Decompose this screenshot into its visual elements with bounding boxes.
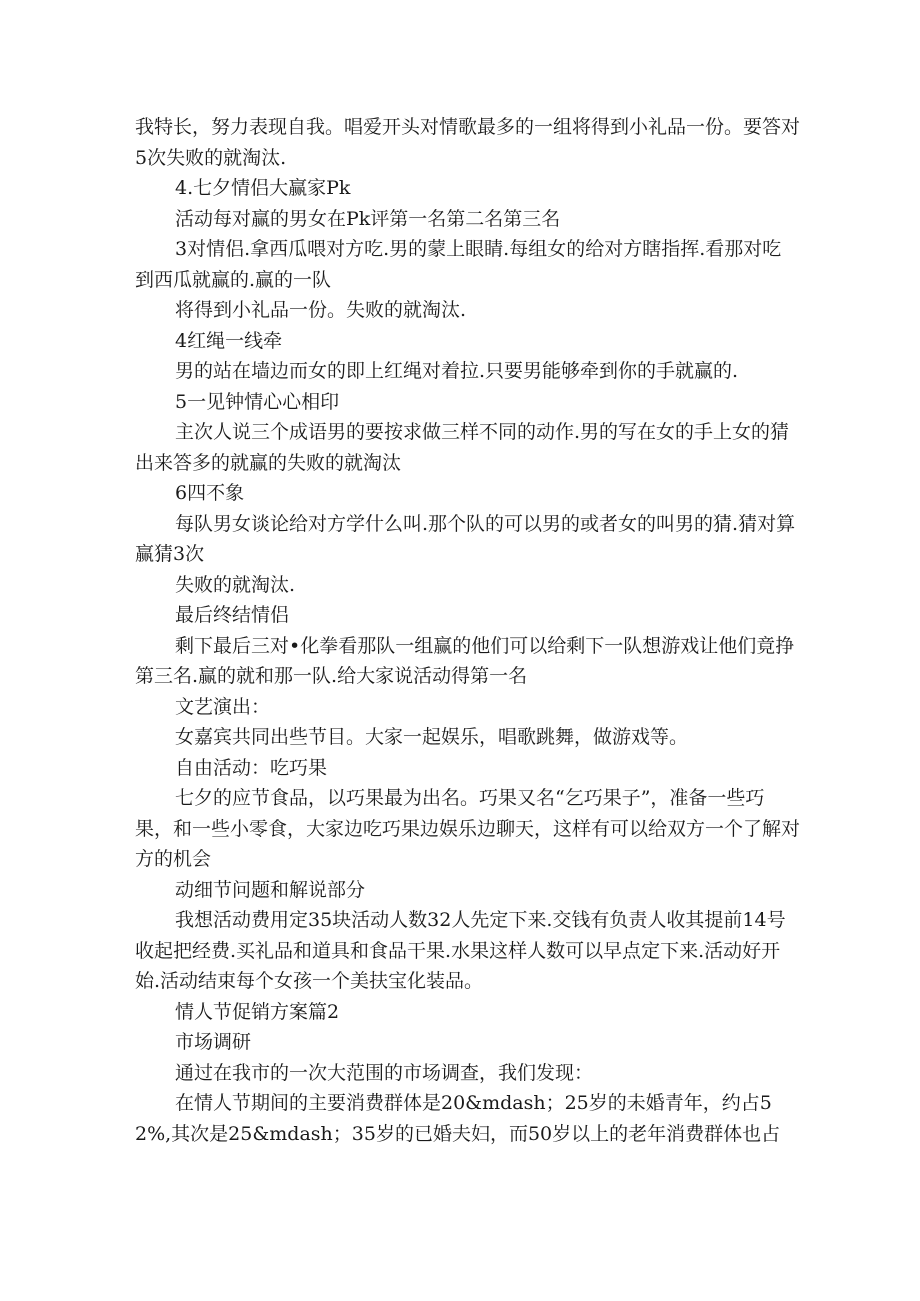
section-title: 情人节促销方案篇2 bbox=[175, 1000, 340, 1023]
paragraph: 女嘉宾共同出些节目。大家一起娱乐，唱歌跳舞，做游戏等。 bbox=[175, 726, 689, 748]
paragraph-heading: 4.七夕情侣大赢家Pk bbox=[175, 177, 351, 199]
paragraph: 主次人说三个成语男的要按求做三样不同的动作.男的写在女的手上女的猜出来答多的就赢的失败的就淘汰 bbox=[135, 421, 790, 474]
paragraph: 失败的就淘汰. bbox=[175, 573, 296, 596]
paragraph: 每队男女谈论给对方学什么叫.那个队的可以男的或者女的叫男的猜.猜对算赢猜3次 bbox=[135, 512, 796, 565]
paragraph: 男的站在墙边而女的即上红绳对着拉.只要男能够牵到你的手就赢的. bbox=[175, 360, 739, 382]
paragraph: 活动每对赢的男女在Pk评第一名第二名第三名 bbox=[175, 207, 561, 230]
document-body bbox=[135, 112, 800, 1149]
paragraph-heading: 动细节问题和解说部分 bbox=[175, 878, 366, 901]
paragraph-heading: 市场调研 bbox=[175, 1031, 252, 1053]
paragraph-heading: 5一见钟情心心相印 bbox=[175, 390, 340, 413]
paragraph-heading: 4红绳一线牵 bbox=[175, 329, 283, 352]
paragraph: 剩下最后三对•化拳看那队一组赢的他们可以给剩下一队想游戏让他们竟挣第三名.赢的就和那一队.给大家说活动得第一名 bbox=[135, 634, 795, 687]
paragraph: 通过在我市的一次大范围的市场调查，我们发现： bbox=[175, 1061, 594, 1084]
paragraph: 在情人节期间的主要消费群体是20&mdash；25岁的未婚青年，约占52%,其次是25&mdash；35岁的已婚夫妇，而50岁以上的老年消费群体也占 bbox=[135, 1092, 781, 1145]
paragraph-heading: 最后终结情侣 bbox=[175, 604, 290, 626]
paragraph: 将得到小礼品一份。失败的就淘汰. bbox=[175, 299, 467, 321]
paragraph-heading: 文艺演出： bbox=[175, 695, 271, 718]
paragraph-heading: 自由活动：吃巧果 bbox=[175, 756, 328, 779]
paragraph: 七夕的应节食品，以巧果最为出名。巧果又名“乞巧果子”，准备一些巧果，和一些小零食，大家边吃巧果边娱乐边聊天，这样有可以给双方一个了解对方的机会 bbox=[135, 787, 801, 870]
paragraph-heading: 6四不象 bbox=[175, 482, 245, 504]
paragraph-continuation: 我特长，努力表现自我。唱爱开头对情歌最多的一组将得到小礼品一份。要答对5次失败的就淘汰. bbox=[135, 116, 801, 169]
paragraph: 我想活动费用定35块活动人数32人先定下来.交钱有负责人收其提前14号收起把经费.买礼品和道具和食品干果.水果这样人数可以早点定下来.活动好开始.活动结束每个女孩一个美扶宝化装品。 bbox=[135, 909, 786, 992]
paragraph: 3对情侣.拿西瓜喂对方吃.男的蒙上眼睛.每组女的给对方瞎指挥.看那对吃到西瓜就赢的.赢的一队 bbox=[135, 238, 782, 291]
